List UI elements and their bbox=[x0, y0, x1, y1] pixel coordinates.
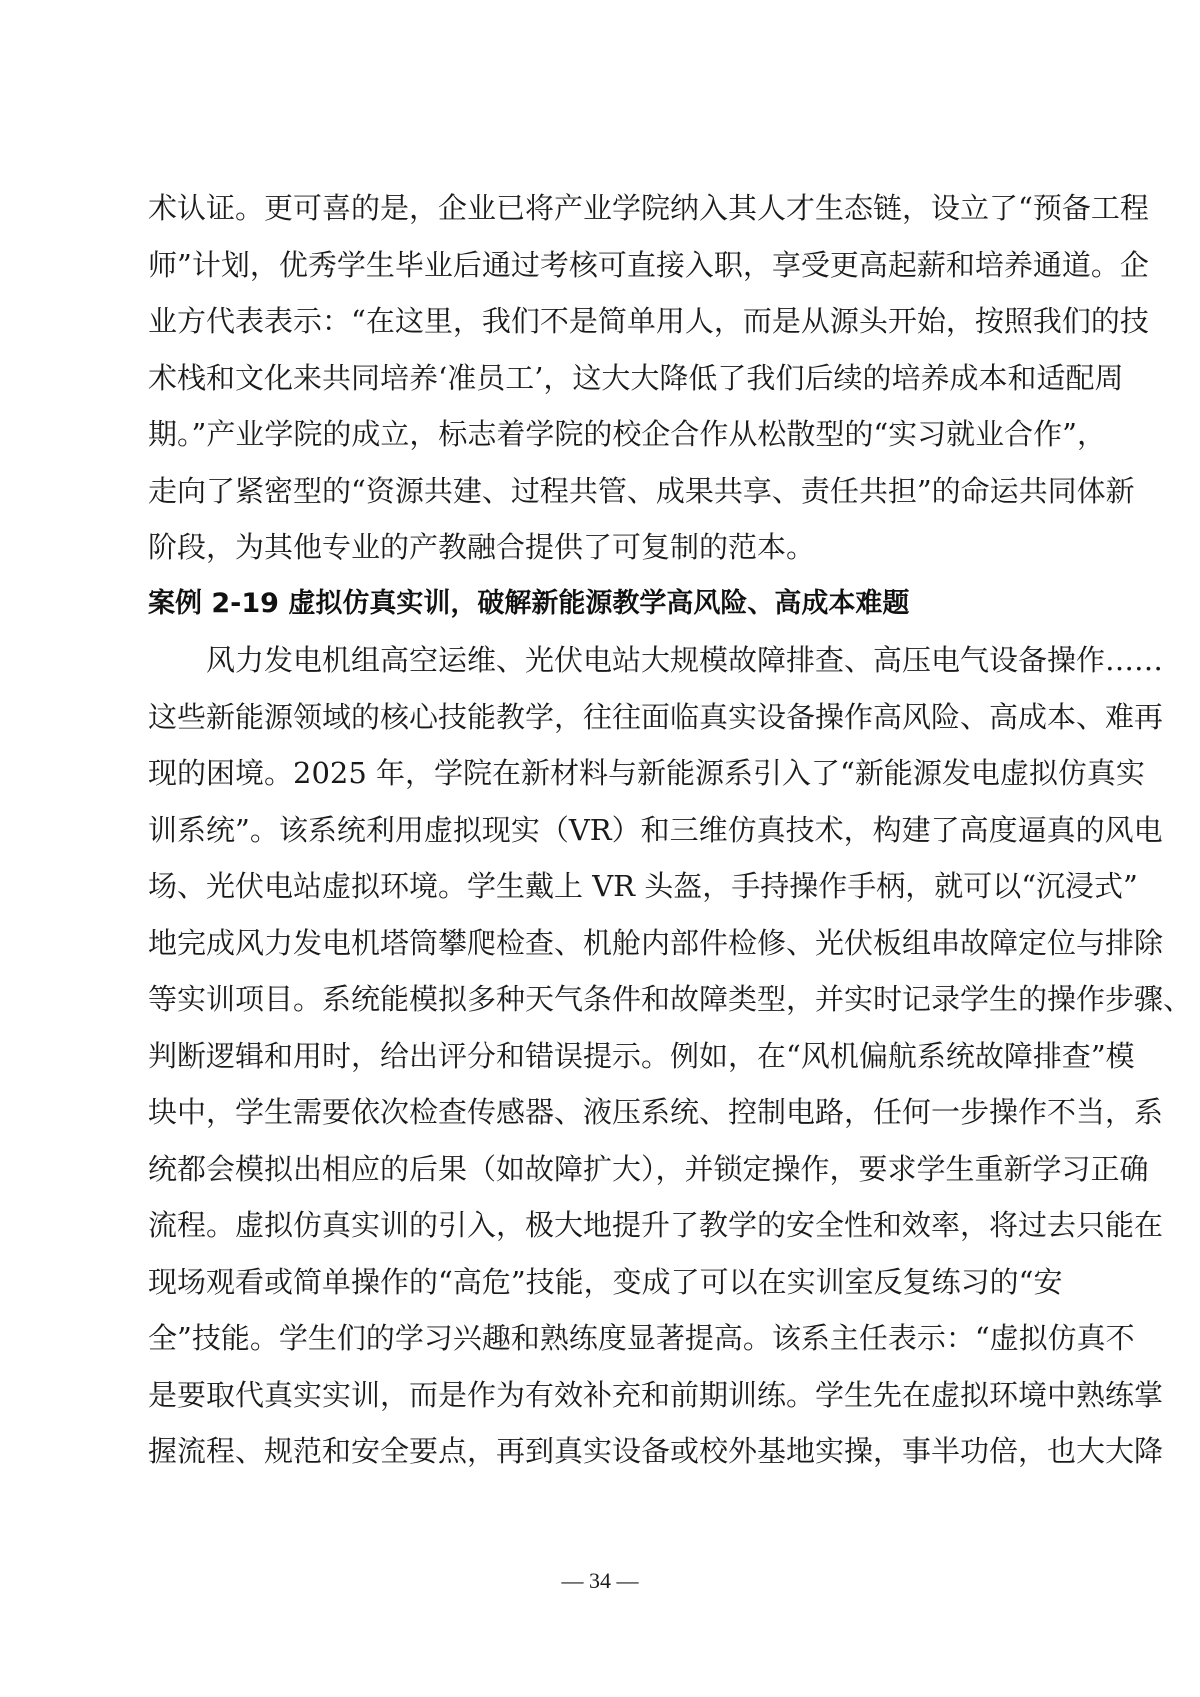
paragraph-virtual-simulation bbox=[148, 632, 1193, 1480]
paragraph-line: 术栈和文化来共同培养‘准员工’，这大大降低了我们后续的培养成本和适配周 bbox=[148, 360, 1124, 395]
paragraph-line: 地完成风力发电机塔筒攀爬检查、机舱内部件检修、光伏板组串故障定位与排除 bbox=[148, 925, 1164, 960]
paragraph-line: 块中，学生需要依次检查传感器、液压系统、控制电路，任何一步操作不当，系 bbox=[148, 1095, 1164, 1129]
paragraph-line: 风力发电机组高空运维、光伏电站大规模故障排查、高压电气设备操作…… bbox=[148, 643, 1164, 677]
page-body bbox=[148, 180, 1193, 1480]
paragraph-line: 现场观看或简单操作的“高危”技能，变成了可以在实训室反复练习的“安 bbox=[148, 1264, 1063, 1299]
case-heading: 案例 2-19 虚拟仿真实训，破解新能源教学高风险、高成本难题 bbox=[148, 587, 910, 619]
paragraph-line: 流程。虚拟仿真实训的引入，极大地提升了教学的安全性和效率，将过去只能在 bbox=[148, 1208, 1164, 1242]
paragraph-line: 统都会模拟出相应的后果（如故障扩大），并锁定操作，要求学生重新学习正确 bbox=[148, 1151, 1149, 1186]
paragraph-line: 阶段，为其他专业的产教融合提供了可复制的范本。 bbox=[148, 530, 816, 564]
paragraph-line: 这些新能源领域的核心技能教学，往往面临真实设备操作高风险、高成本、难再 bbox=[148, 699, 1164, 734]
page-number: — 34 — bbox=[561, 1568, 639, 1593]
paragraph-line: 术认证。更可喜的是，企业已将产业学院纳入其人才生态链，设立了“预备工程 bbox=[148, 191, 1149, 225]
paragraph-line: 判断逻辑和用时，给出评分和错误提示。例如，在“风机偏航系统故障排查”模 bbox=[148, 1038, 1135, 1073]
paragraph-line: 全”技能。学生们的学习兴趣和熟练度显著提高。该系主任表示：“虚拟仿真不 bbox=[148, 1321, 1135, 1355]
paragraph-line: 走向了紧密型的“资源共建、过程共管、成果共享、责任共担”的命运共同体新 bbox=[148, 473, 1135, 508]
paragraph-line: 训系统”。该系统利用虚拟现实（VR）和三维仿真技术，构建了高度逼真的风电 bbox=[148, 812, 1163, 847]
paragraph-line: 握流程、规范和安全要点，再到真实设备或校外基地实操，事半功倍，也大大降 bbox=[148, 1434, 1164, 1468]
paragraph-line: 等实训项目。系统能模拟多种天气条件和故障类型，并实时记录学生的操作步骤、 bbox=[148, 982, 1193, 1016]
paragraph-line: 是要取代真实实训，而是作为有效补充和前期训练。学生先在虚拟环境中熟练掌 bbox=[148, 1377, 1164, 1412]
paragraph-line: 现的困境。2025 年，学院在新材料与新能源系引入了“新能源发电虚拟仿真实 bbox=[148, 756, 1145, 790]
paragraph-line: 期。”产业学院的成立，标志着学院的校企合作从松散型的“实习就业合作”， bbox=[148, 417, 1106, 451]
paragraph-industry-college bbox=[148, 180, 1149, 576]
paragraph-line: 业方代表表示：“在这里，我们不是简单用人，而是从源头开始，按照我们的技 bbox=[148, 304, 1149, 338]
paragraph-line: 场、光伏电站虚拟环境。学生戴上 VR 头盔，手持操作手柄，就可以“沉浸式” bbox=[148, 869, 1138, 903]
paragraph-line: 师”计划，优秀学生毕业后通过考核可直接入职，享受更高起薪和培养通道。企 bbox=[148, 247, 1149, 282]
